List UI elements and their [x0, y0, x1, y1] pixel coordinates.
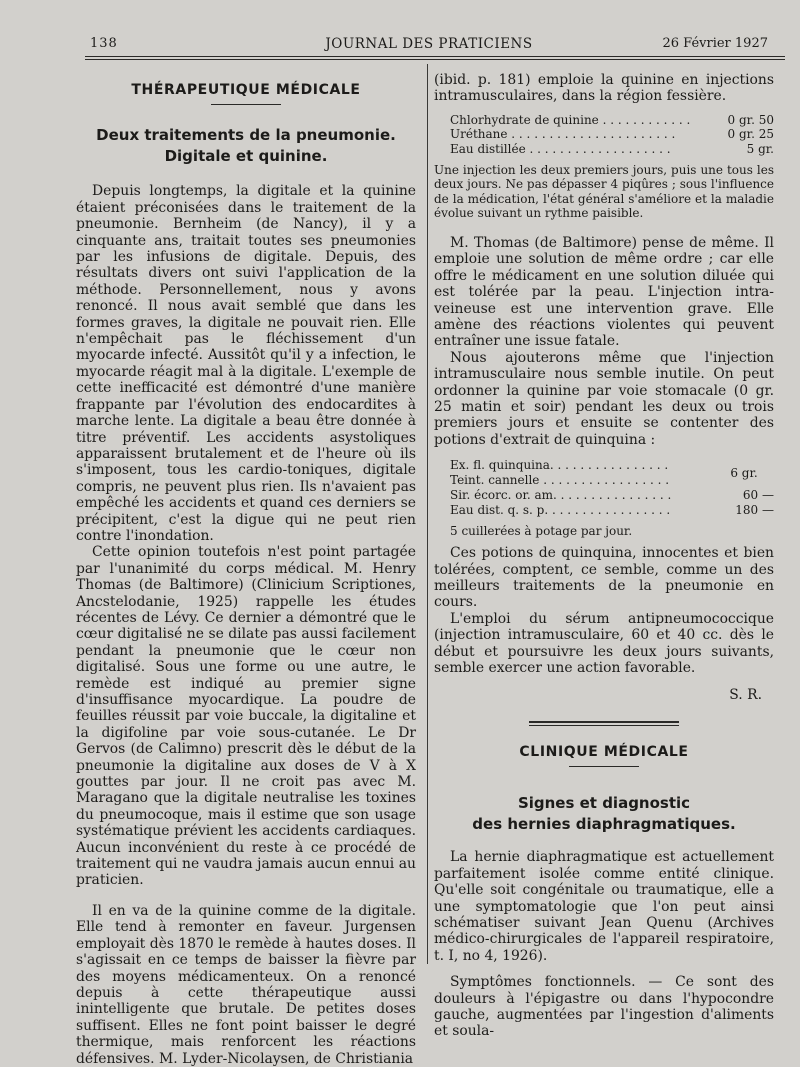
paragraph: Nous ajouterons même que l'injection intramusculaire nous semble inutile. On peut ordonner la quinine par voie stomacale (0 gr. 25 matin et soir) pendant les deux ou trois premiers jours et ensuite se contenter des potions d'extrait de quinquina :: [434, 349, 774, 448]
article-title-line: Signes et diagnostic: [517, 794, 691, 813]
left-column: [76, 72, 416, 1067]
dose: 60 —: [742, 488, 774, 503]
paragraph: La hernie diaphragmatique est actuellement parfaitement isolée comme entité clinique. Qu'elle soit congénitale ou traumatique, elle a une symptomatologie que l'on peut ainsi schématiser suivant Jean Quenu (Archives médico-chirurgicales de l'appareil respiratoire, t. I, no 4, 1926).: [434, 849, 774, 964]
ingredient: Ex. fl. quinquina. . . . . . . . . . . . . . . .: [450, 458, 669, 473]
prescription-note: Une injection les deux premiers jours, puis une tous les deux jours. Ne pas dépasser 4 piqûres ; sous l'influence de la médication, l'état général s'améliore et la maladie évolue suivant un rythme paisible.: [434, 162, 774, 221]
journal-title: JOURNAL DES PRATICIENS: [325, 36, 533, 52]
ingredient: Eau dist. q. s. p. . . . . . . . . . . . . . . . .: [450, 503, 671, 518]
dose: 180 —: [735, 503, 774, 518]
section-rule: [211, 104, 281, 105]
author-signature: S. R.: [729, 686, 762, 703]
dose: 6 gr.: [730, 465, 758, 480]
paragraph: (ibid. p. 181) emploie la quinine en injections intramusculaires, dans la région fessière.: [434, 72, 774, 105]
article-title: [76, 125, 416, 167]
prescription: [450, 458, 774, 539]
dose: 0 gr. 25: [727, 127, 774, 142]
prescription-row: [450, 142, 774, 157]
right-column: [434, 72, 774, 1040]
paragraph: Symptômes fonctionnels. — Ce sont des douleurs à l'épigastre ou dans l'hypocondre gauche, augmentées par l'ingestion d'aliments et soula-: [434, 974, 774, 1040]
issue-date: 26 Février 1927: [662, 36, 768, 51]
ingredient: Teint. cannelle . . . . . . . . . . . . . . . . .: [450, 473, 670, 488]
prescription: [450, 113, 774, 157]
header-rule: [85, 56, 785, 57]
paragraph: Ces potions de quinquina, innocentes et bien tolérées, comptent, ce semble, comme un des meilleurs traitements de la pneumonie en cours.: [434, 545, 774, 611]
prescription-row: [450, 127, 774, 142]
ingredient: Uréthane . . . . . . . . . . . . . . . . . . . . . .: [450, 127, 676, 142]
prescription-group: [450, 458, 774, 488]
ingredient: Sir. écorc. or. am. . . . . . . . . . . . . . . .: [450, 488, 672, 503]
section-separator: [529, 721, 679, 726]
section-heading: CLINIQUE MÉDICALE: [519, 743, 689, 760]
page-number: 138: [90, 36, 118, 51]
dose: 5 gr.: [746, 142, 774, 156]
article-title-line: Deux traitements de la pneumonie.: [96, 126, 396, 145]
article-title-line: Digitale et quinine.: [164, 147, 328, 166]
article-title: [434, 793, 774, 835]
paragraph: Cette opinion toutefois n'est point partagée par l'unanimité du corps médical. M. Henry Thomas (de Baltimore) (Clinicium Scriptiones, Ancstelodanie, 1925) rappelle les études récentes de Lévy. Ce dernier a démontré que le cœur digitalisé ne se dilate pas aussi facilement pendant la pneumonie que le cœur non digitalisé. Sous une forme ou une autre, le remède est indiqué au premier signe d'insuffisance myocardique. La poudre de feuilles réussit par voie buccale, la digitaline et la digifoline par voie sous-cutanée. Le Dr Gervos (de Calimno) prescrit dès le début de la pneumonie la digitaline aux doses de V à X gouttes par jour. Il ne croit pas avec M. Maragano que la digitale neutralise les toxines du pneumocoque, mais il estime que son usage systématique prévient les accidents cardiaques. Aucun inconvénient du reste à ce procédé de traitement qui ne vaudra jamais aucun ennui au praticien.: [76, 544, 416, 889]
ingredient: Eau distillée . . . . . . . . . . . . . . . . . . .: [450, 142, 671, 156]
header-rule-thin: [85, 59, 785, 60]
ingredient: Chlorhydrate de quinine . . . . . . . . . . . .: [450, 112, 691, 127]
prescription-row: [450, 488, 774, 503]
page-header: [90, 36, 768, 56]
prescription-row: [450, 113, 774, 128]
prescription-row: [450, 503, 774, 518]
dose: 0 gr. 50: [727, 112, 774, 127]
paragraph: Depuis longtemps, la digitale et la quinine étaient préconisées dans le traitement de la pneumonie. Bernheim (de Nancy), il y a cinquante ans, traitait toutes ses pneumonies par les infusions de digitale. Depuis, des résultats divers ont suivi l'application de la méthode. Personnellement, nous y avons renoncé. Il nous avait semblé que dans les formes graves, la digitale ne pouvait rien. Elle n'empêchait pas le fléchissement d'un myocarde infecté. Aussitôt qu'il y a infection, le myocarde réagit mal à la digitale. L'exemple de cette inefficacité est démontré d'une manière frappante par l'évolution des endocardites à marche lente. La digitale a beau être donnée à titre préventif. Les accidents asystoliques apparaissent brutalement et de l'heure où ils s'imposent, tous les cardio-toniques, digitale compris, ne peuvent plus rien. Ils n'avaient pas empêché les accidents et quand ces derniers se précipitent, c'est la digue qui ne peut rien contre l'inondation.: [76, 183, 416, 544]
prescription-note: 5 cuillerées à potage par jour.: [450, 524, 633, 539]
column-divider: [427, 64, 428, 964]
paragraph: L'emploi du sérum antipneumococcique (injection intramusculaire, 60 et 40 cc. dès le début et poursuivre les deux jours suivants, semble exercer une action favorable.: [434, 610, 774, 677]
paragraph: Il en va de la quinine comme de la digitale. Elle tend à remonter en faveur. Jurgensen employait dès 1870 le remède à hautes doses. Il s'agissait en ce temps de baisser la fièvre par des moyens médicamenteux. On a renoncé depuis à cette thérapeutique aussi inintelligente que brutale. De petites doses suffisent. Elles ne font point baisser le degré thermique, mais renforcent les réactions défensives. M. Lyder-Nicolaysen, de Christiania: [76, 902, 416, 1067]
paragraph: M. Thomas (de Baltimore) pense de même. Il emploie une solution de même ordre ; car elle offre le médicament en une solution diluée qui est tolérée par la peau. L'injection intra-veineuse est une intervention grave. Elle amène des réactions violentes qui peuvent entraîner une issue fatale.: [434, 234, 774, 350]
article-title-line: des hernies diaphragmatiques.: [472, 815, 736, 834]
section-heading: THÉRAPEUTIQUE MÉDICALE: [131, 82, 361, 98]
section-rule: [569, 766, 639, 767]
